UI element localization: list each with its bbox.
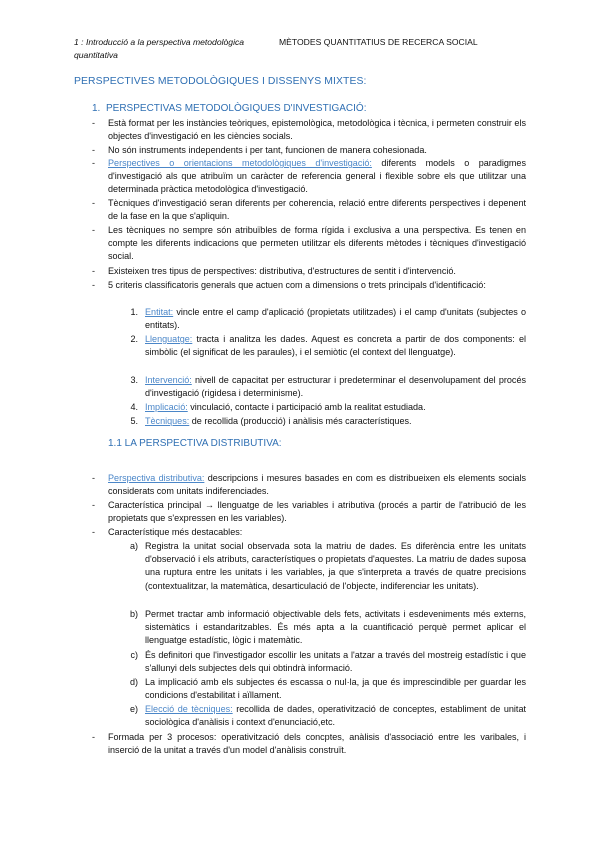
term-definition: vincle entre el camp d'aplicació (propietats utilitzades) i el camp d'unitats (subjectes o entitats). — [145, 307, 526, 331]
term-definition: de recollida (producció) i anàlisis més característiques. — [189, 416, 412, 426]
list-item: Les tècniques no sempre són atribuïbles de forma rígida i exclusiva a una perspectiva. Es tenen en compte les diferents indicacions que permeten utilitzar els diferents mètodes i tècniques d'investigació social. — [108, 225, 526, 262]
term-link[interactable]: Entitat: — [145, 307, 174, 317]
term-definition: diferents models o paradigmes d'investigació als que atribuïm un caràcter de referencia general i flexible sobre els que utilitzar una determinada pràctica metodològica d'investigació. — [108, 158, 526, 195]
list-item: No són instruments independents i per tant, funcionen de manera cohesionada. — [108, 145, 427, 155]
feature-item: Registra la unitat social observada sota la matriu de dades. Es diferència entre les unitats d'observació i els atributs, característiques o propietats d'aquestes. La matriu de dades suposa una ruptura entre les unitats i les variables, ja que s'interpreta a través de quatre precisions (contextualitzar, la matemàtica, desarticulació de l'objecte, indiferenciar les unitats). — [145, 541, 526, 591]
feature-item — [145, 703, 526, 729]
feature-item: La implicació amb els subjectes és escassa o nul·la, ja que és imprescindible per guardar les condicions d'estabilitat i aïllament. — [145, 677, 526, 701]
criteria-item — [145, 333, 526, 359]
section-1-heading-text: PERSPECTIVAS METODOLÒGIQUES D'INVESTIGACIÓ: — [106, 103, 367, 114]
feature-letter: d) — [129, 677, 138, 687]
criteria-item — [145, 415, 526, 428]
criteria-number: 2. — [130, 334, 138, 344]
term-definition: descripcions i mesures basades en com es distribueixen els elements socials considerats com unitats indiferenciades. — [108, 473, 526, 497]
bullet-dash: - — [92, 527, 96, 537]
list-item: Tècniques d'investigació seran diferents per coherencia, relació entre diferents perspectives i depenent de la fase en la que s'apliquin. — [108, 198, 526, 222]
bullet-dash: - — [92, 158, 96, 168]
bullet-dash: - — [92, 500, 96, 510]
feature-letter: c) — [130, 650, 138, 660]
bullet-dash: - — [92, 266, 96, 276]
criteria-number: 5. — [130, 416, 138, 426]
bullet-dash: - — [92, 473, 96, 483]
bullet-dash: - — [92, 225, 96, 235]
list-item — [108, 157, 526, 197]
page-title: PERSPECTIVES METODOLÒGIQUES I DISSENYS MIXTES: — [74, 76, 367, 87]
criteria-number: 4. — [130, 402, 138, 412]
section-1-number: 1. — [92, 103, 101, 114]
bullet-dash: - — [92, 145, 96, 155]
bullet-dash: - — [92, 118, 96, 128]
list-item: Existeixen tres tipus de perspectives: distributiva, d'estructures de sentit i d'intervenció. — [108, 266, 456, 276]
list-item: Característica principal → llenguatge de les variables i atributiva (procés a partir de l'atribució de les propietats que s'expressen en les variables). — [108, 500, 526, 524]
list-item: Formada per 3 procesos: operativització dels concptes, anàlisis d'associació entre les varibales, i inserció de la unitat a través d'un model d'anàlisis construït. — [108, 732, 526, 756]
section-1-heading — [92, 103, 366, 114]
header-chapter: 1 : Introducció a la perspectiva metodològica quantitativa — [74, 37, 245, 60]
term-definition: vinculació, contacte i participació amb la realitat estudiada. — [187, 402, 426, 412]
criteria-item — [145, 374, 526, 400]
term-link[interactable]: Elecció de tècniques: — [145, 704, 233, 714]
list-item: Està format per les instàncies teòriques, epistemològica, metodològica i tècnica, i permeten construir els objectes d'investigació en les ciències socials. — [108, 118, 526, 142]
criteria-number: 3. — [130, 375, 138, 385]
criteria-item — [145, 401, 526, 414]
term-link[interactable]: Intervenció: — [145, 375, 192, 385]
term-definition: recollida de dades, operativització de conceptes, establiment de unitat sociològica d'anàlisis i context d'enunciació,etc. — [145, 704, 526, 728]
term-link[interactable]: Implicació: — [145, 402, 188, 412]
feature-letter: a) — [129, 541, 138, 551]
bullet-dash: - — [92, 280, 96, 290]
term-link[interactable]: Perspectiva distributiva: — [108, 473, 205, 483]
list-item — [108, 472, 526, 498]
criteria-item — [145, 306, 526, 332]
header-course: MÈTODES QUANTITATIUS DE RECERCA SOCIAL — [279, 37, 478, 47]
term-link[interactable]: Tècniques: — [145, 416, 190, 426]
feature-item: És definitori que l'investigador escollir les unitats a l'atzar a través del mostreig estadístic i que s'allunyi dels subjectes dels qui obtindrà informació. — [145, 650, 526, 674]
bullet-dash: - — [92, 732, 96, 742]
list-item: 5 criteris classificatoris generals que actuen com a dimensions o trets principals d'identificació: — [108, 280, 486, 290]
criteria-number: 1. — [130, 307, 138, 317]
term-link[interactable]: Llenguatge: — [145, 334, 193, 344]
list-item: Característique més destacables: — [108, 527, 243, 537]
term-link[interactable]: Perspectives o orientacions metodològiques d'investigació: — [108, 158, 372, 168]
feature-letter: e) — [129, 704, 138, 714]
term-definition: nivell de capacitat per estructurar i predeterminar el desenvolupament del procés d'investigació (rigidesa i determinisme). — [145, 375, 526, 399]
section-1-1-heading: 1.1 LA PERSPECTIVA DISTRIBUTIVA: — [108, 438, 282, 449]
feature-item: Permet tractar amb informació objectivable dels fets, activitats i esdeveniments més externs, sistemàtics i estandaritzables. És més apta a la cuantificació perquè permet aplicar el llenguatge estadístic, lògic i matemàtic. — [145, 609, 526, 646]
term-definition: tracta i analitza les dades. Aquest es concreta a partir de dos components: el simbòlic (el significat de les paraules), i el semiòtic (el context del llenguatge). — [145, 334, 526, 358]
feature-letter: b) — [129, 609, 138, 619]
bullet-dash: - — [92, 198, 96, 208]
